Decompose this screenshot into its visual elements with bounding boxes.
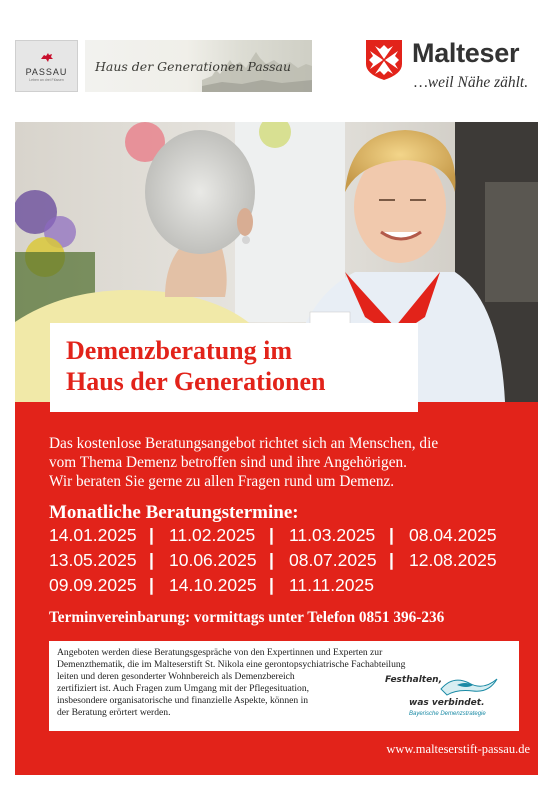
info-text: [57, 647, 406, 719]
date-item: 11.03.2025: [289, 525, 376, 545]
strategy-line-3: Bayerische Demenzstrategie: [409, 711, 486, 717]
date-item: 09.09.2025: [49, 575, 137, 595]
strategy-line-1: Festhalten,: [385, 675, 443, 685]
info-line: Demenzthematik, die im Malteserstift St. Nikola eine gerontopsychiatrische Fachabteilung: [57, 659, 406, 670]
hdg-logo-text: Haus der Generationen Passau: [95, 58, 292, 74]
date-separator: |: [149, 575, 154, 595]
haus-der-generationen-logo: [85, 40, 312, 92]
intro-line-3: Wir beraten Sie gerne zu allen Fragen rund um Demenz.: [49, 473, 395, 490]
dates-row: [49, 575, 529, 600]
passau-logo-subline: Leben an drei Flüssen: [29, 78, 64, 82]
date-separator: |: [149, 525, 154, 545]
date-separator: |: [269, 525, 274, 545]
info-line: leiten und deren gesonderter Wohnbereich als Demenzbereich: [57, 671, 295, 682]
date-item: 08.04.2025: [409, 525, 497, 545]
info-line: zertifiziert ist. Auch Fragen zum Umgang mit der Pflegesituation,: [57, 683, 310, 694]
malteser-slogan: …weil Nähe zählt.: [414, 74, 529, 91]
date-separator: |: [389, 525, 394, 545]
appointment-phone: Terminvereinbarung: vormittags unter Telefon 0851 396-236: [49, 609, 445, 626]
date-item: 14.01.2025: [49, 525, 137, 545]
headline-line-2: Haus der Generationen: [66, 367, 326, 396]
date-separator: |: [269, 550, 274, 570]
date-separator: |: [149, 550, 154, 570]
dates-row: [49, 525, 529, 550]
maltese-cross-icon: [366, 40, 402, 80]
intro-line-2: vom Thema Demenz betroffen sind und ihre Angehörigen.: [49, 454, 407, 471]
malteser-logo: [366, 38, 541, 98]
date-item: 11.02.2025: [169, 525, 256, 545]
dates-title: Monatliche Beratungstermine:: [49, 502, 299, 523]
passau-logo: [15, 40, 78, 92]
demenzstrategie-logo: [379, 671, 509, 723]
malteser-name: Malteser: [412, 38, 520, 68]
info-line: der Beratung erörtert werden.: [57, 707, 171, 718]
info-line: Angeboten werden diese Beratungsgespräche von den Expertinnen und Experten zur: [57, 647, 383, 658]
date-item: 13.05.2025: [49, 550, 137, 570]
date-separator: |: [269, 575, 274, 595]
passau-wolf-icon: [39, 50, 55, 64]
dates-table: [49, 525, 529, 600]
date-item: 10.06.2025: [169, 550, 257, 570]
headline-box: [50, 323, 418, 412]
intro-line-1: Das kostenlose Beratungsangebot richtet sich an Menschen, die: [49, 435, 439, 452]
date-item: 14.10.2025: [169, 575, 257, 595]
strategy-line-2: was verbindet.: [409, 698, 485, 708]
website-link[interactable]: www.malteserstift-passau.de: [386, 742, 530, 756]
intro-text: [49, 434, 519, 491]
info-box: [49, 641, 519, 731]
dates-row: [49, 550, 529, 575]
passau-logo-name: PASSAU: [25, 67, 68, 77]
info-line: insbesondere organisatorische und finanzielle Aspekte, können in: [57, 695, 309, 706]
date-item: 11.11.2025: [289, 575, 374, 595]
date-item: 12.08.2025: [409, 550, 497, 570]
headline-line-1: Demenzberatung im: [66, 336, 293, 365]
date-item: 08.07.2025: [289, 550, 377, 570]
wave-hands-icon: [439, 671, 507, 701]
date-separator: |: [389, 550, 394, 570]
